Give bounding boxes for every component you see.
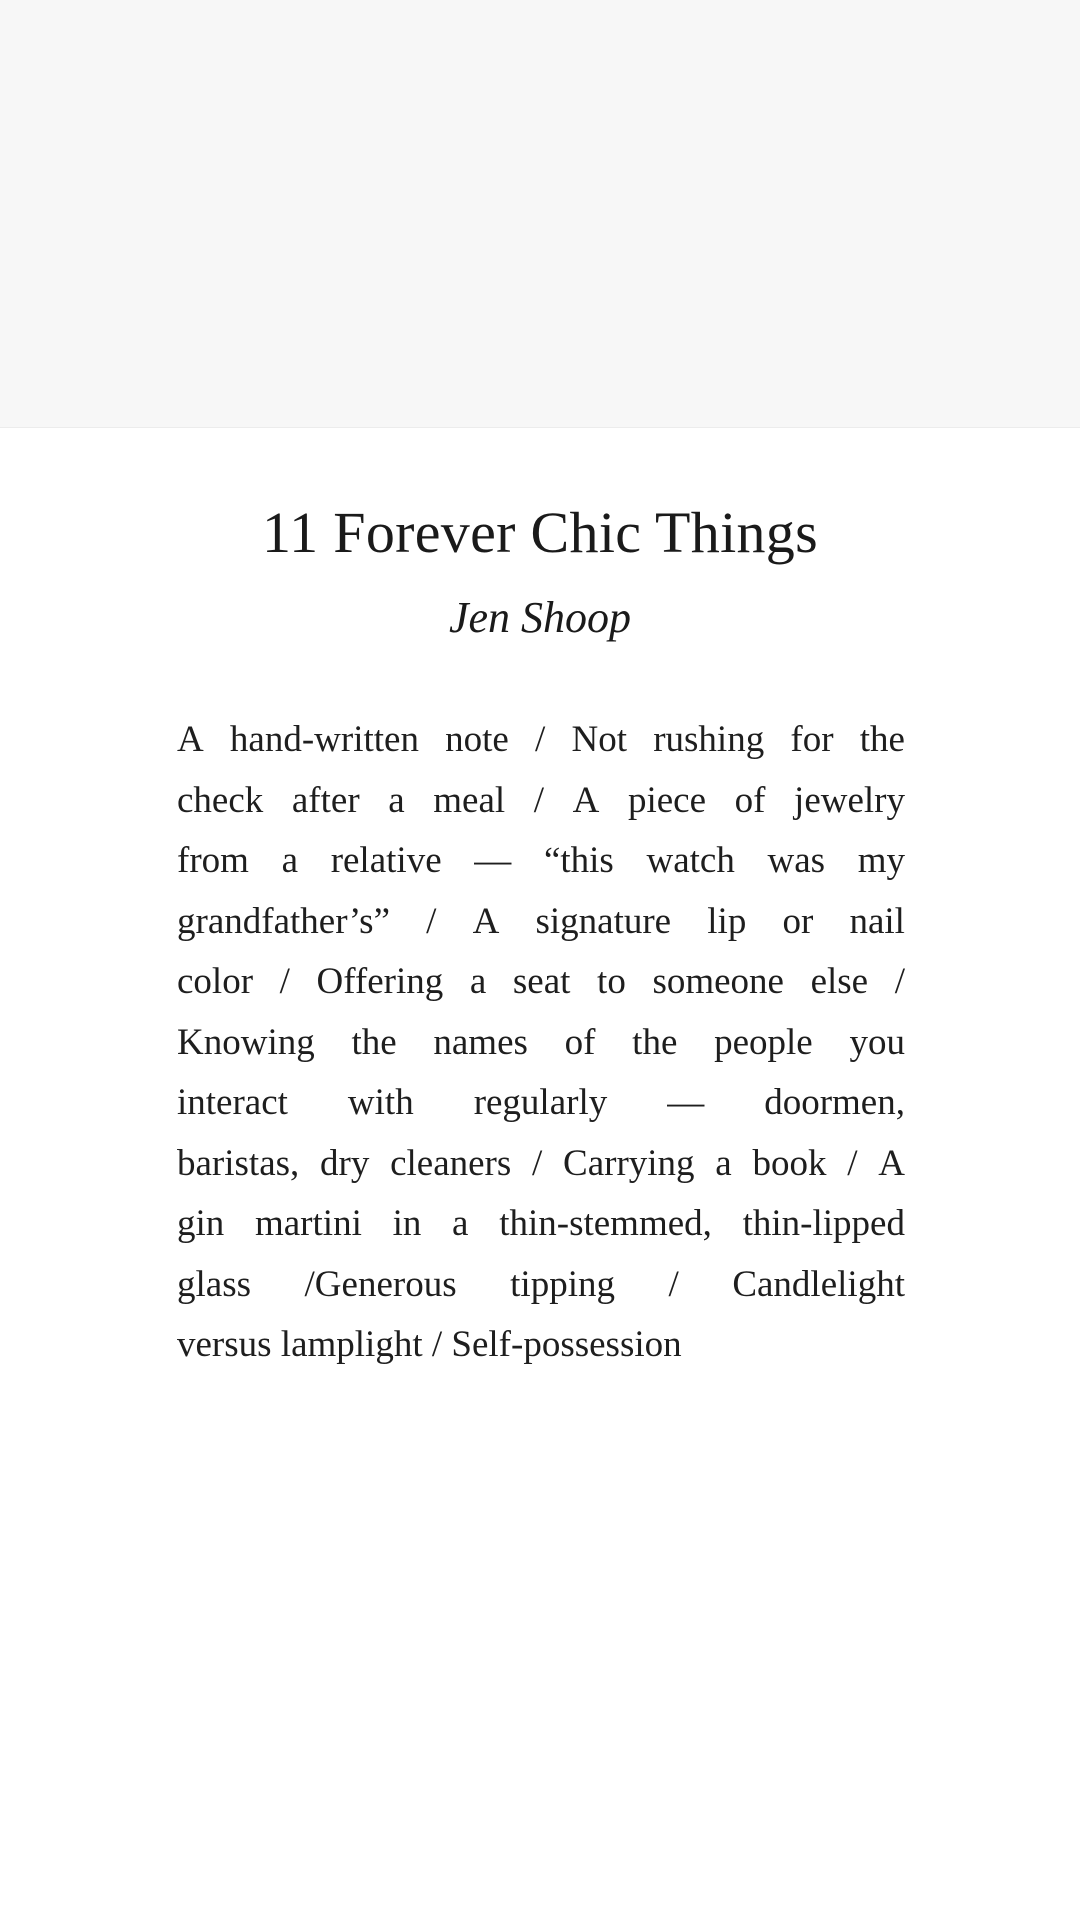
text-word: jewelry <box>794 779 905 821</box>
text-word: — <box>474 840 512 881</box>
text-word: the <box>859 719 905 760</box>
text-word: tipping <box>510 1263 615 1305</box>
text-word: seat <box>512 961 571 1002</box>
text-line <box>177 771 905 832</box>
text-line <box>177 1194 905 1255</box>
text-word: my <box>857 840 905 881</box>
text-word: A <box>177 719 204 760</box>
text-word: A <box>572 779 600 821</box>
text-word: A <box>878 1142 905 1184</box>
text-line <box>177 831 905 892</box>
text-word: piece <box>627 779 707 821</box>
text-line <box>177 1013 905 1074</box>
text-word: /Generous <box>304 1263 457 1305</box>
text-word: hand-written <box>229 719 419 760</box>
text-word: baristas, <box>177 1142 300 1184</box>
text-word: rushing <box>653 719 765 760</box>
text-word: thin-stemmed, <box>499 1203 712 1244</box>
text-word: “this <box>543 840 614 881</box>
text-word: a <box>281 840 299 881</box>
text-word: names <box>433 1021 528 1063</box>
text-word: the <box>351 1021 397 1063</box>
book-page <box>0 428 1080 1919</box>
text-line <box>177 892 905 953</box>
text-line <box>177 1255 905 1316</box>
text-word: to <box>597 961 626 1002</box>
text-word: versus <box>177 1324 272 1365</box>
text-word: doormen, <box>764 1082 905 1123</box>
text-word: meal <box>433 779 506 821</box>
text-word: Not <box>571 719 628 760</box>
text-word: / <box>279 961 290 1002</box>
text-word: people <box>714 1021 813 1063</box>
text-word: a <box>469 961 487 1002</box>
text-word: / <box>426 900 437 942</box>
author-name: Jen Shoop <box>448 593 632 642</box>
text-word: / <box>535 719 546 760</box>
text-word: signature <box>535 900 672 942</box>
text-line <box>177 1073 905 1134</box>
text-word: / <box>533 779 545 821</box>
text-word: from <box>177 840 249 881</box>
text-word: check <box>177 779 264 821</box>
text-line <box>177 952 905 1013</box>
text-word: in <box>392 1203 422 1244</box>
text-word: interact <box>177 1082 288 1123</box>
text-word: book <box>752 1142 827 1184</box>
text-word: you <box>849 1021 905 1063</box>
text-word: or <box>782 900 814 942</box>
text-word: watch <box>646 840 735 881</box>
text-word: a <box>452 1203 469 1244</box>
text-word: Offering <box>316 961 444 1002</box>
text-word: Self-possession <box>451 1324 682 1365</box>
text-word: glass <box>177 1263 251 1305</box>
text-word: dry <box>320 1142 370 1184</box>
text-word: cleaners <box>390 1142 512 1184</box>
text-line <box>177 710 905 771</box>
text-line <box>177 1134 905 1195</box>
text-word: thin-lipped <box>742 1203 905 1244</box>
text-word: Carrying <box>563 1142 695 1184</box>
text-word: someone <box>652 961 784 1002</box>
text-word: with <box>347 1082 414 1123</box>
text-word: martini <box>254 1203 362 1244</box>
text-word: a <box>388 779 405 821</box>
text-word: else <box>810 961 869 1002</box>
text-word: regularly <box>473 1082 608 1123</box>
body-paragraph <box>177 710 905 1376</box>
text-word: note <box>445 719 509 760</box>
text-word: a <box>715 1142 732 1184</box>
text-word: grandfather’s” <box>177 900 390 942</box>
text-word: / <box>532 1142 543 1184</box>
text-word: / <box>894 961 905 1002</box>
text-word: / <box>431 1324 443 1365</box>
text-line <box>177 1315 905 1376</box>
text-word: lamplight <box>280 1324 423 1365</box>
text-word: — <box>667 1082 705 1123</box>
page-title: 11 Forever Chic Things <box>262 500 818 565</box>
text-word: was <box>767 840 826 881</box>
text-word: for <box>790 719 834 760</box>
text-word: after <box>291 779 360 821</box>
text-word: the <box>632 1021 678 1063</box>
text-word: Knowing <box>177 1021 315 1063</box>
text-word: lip <box>707 900 747 942</box>
text-word: relative <box>330 840 442 881</box>
top-blank-band <box>0 0 1080 428</box>
text-word: nail <box>849 900 905 942</box>
text-word: Candlelight <box>732 1263 905 1305</box>
text-word: of <box>734 779 766 821</box>
text-word: of <box>564 1021 596 1063</box>
text-word: color <box>177 961 254 1002</box>
text-word: / <box>668 1263 679 1305</box>
text-word: A <box>472 900 500 942</box>
text-word: / <box>847 1142 858 1184</box>
text-word: gin <box>177 1203 225 1244</box>
